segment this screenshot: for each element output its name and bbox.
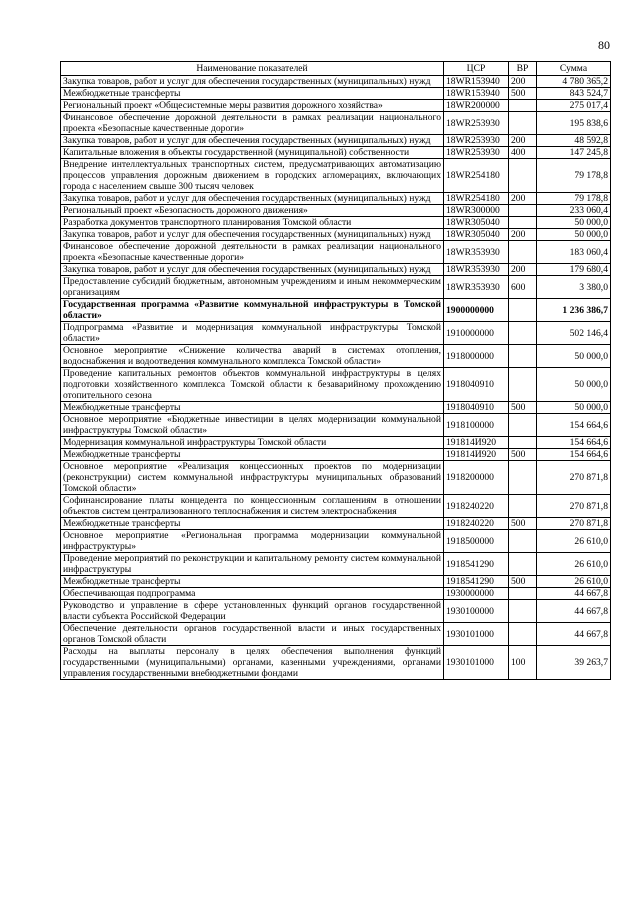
- cell-csr: 18WR153940: [444, 88, 509, 100]
- cell-sum: 26 610,0: [537, 530, 611, 553]
- cell-sum: 270 871,8: [537, 461, 611, 495]
- cell-name: Закупка товаров, работ и услуг для обеспечения государственных (муниципальных) нужд: [61, 193, 444, 205]
- cell-sum: 26 610,0: [537, 576, 611, 588]
- page-number: 80: [598, 38, 610, 52]
- table-row: [61, 76, 611, 88]
- cell-sum: 502 146,4: [537, 322, 611, 345]
- cell-name: Основное мероприятие «Реализация концессионных проектов по модернизации (реконструкции) систем коммунальной инфраструктуры муниципальных образований Томской области»: [61, 461, 444, 495]
- cell-csr: 18WR300000: [444, 205, 509, 217]
- table-row: [61, 112, 611, 135]
- cell-name: Капитальные вложения в объекты государственной (муниципальной) собственности: [61, 147, 444, 159]
- cell-csr: 18WR353930: [444, 241, 509, 264]
- table-row: [61, 217, 611, 229]
- cell-name: Руководство и управление в сфере установленных функций органов государственной власти субъекта Российской Федерации: [61, 600, 444, 623]
- cell-csr: 18WR253930: [444, 135, 509, 147]
- cell-name: Закупка товаров, работ и услуг для обеспечения государственных (муниципальных) нужд: [61, 264, 444, 276]
- cell-vr: [509, 588, 537, 600]
- cell-sum: 270 871,8: [537, 495, 611, 518]
- cell-name: Закупка товаров, работ и услуг для обеспечения государственных (муниципальных) нужд: [61, 229, 444, 241]
- cell-sum: 44 667,8: [537, 588, 611, 600]
- cell-sum: 44 667,8: [537, 623, 611, 646]
- cell-name: Основное мероприятие «Снижение количества аварий в системах отопления, водоснабжения и водоотведения коммунального комплекса Томской области»: [61, 345, 444, 368]
- table-row: [61, 159, 611, 193]
- table-row: [61, 623, 611, 646]
- cell-vr: [509, 495, 537, 518]
- cell-name: Разработка документов транспортного планирования Томской области: [61, 217, 444, 229]
- cell-name: Финансовое обеспечение дорожной деятельности в рамках реализации национального проекта «Безопасные качественные дороги»: [61, 112, 444, 135]
- cell-vr: 200: [509, 193, 537, 205]
- cell-name: Закупка товаров, работ и услуг для обеспечения государственных (муниципальных) нужд: [61, 76, 444, 88]
- cell-csr: 1918240220: [444, 495, 509, 518]
- cell-sum: 4 780 365,2: [537, 76, 611, 88]
- cell-name: Межбюджетные трансферты: [61, 88, 444, 100]
- table-row: [61, 461, 611, 495]
- table-row: [61, 368, 611, 402]
- cell-name: Государственная программа «Развитие коммунальной инфраструктуры в Томской области»: [61, 299, 444, 322]
- cell-sum: 50 000,0: [537, 217, 611, 229]
- cell-name: Модернизация коммунальной инфраструктуры Томской области: [61, 437, 444, 449]
- cell-vr: [509, 623, 537, 646]
- cell-csr: 1918100000: [444, 414, 509, 437]
- cell-csr: 1918000000: [444, 345, 509, 368]
- cell-vr: [509, 112, 537, 135]
- cell-csr: 18WR253930: [444, 147, 509, 159]
- cell-csr: 18WR253930: [444, 112, 509, 135]
- cell-csr: 191814И920: [444, 449, 509, 461]
- table-row: [61, 345, 611, 368]
- cell-name: Софинансирование платы концедента по концессионным соглашениям в отношении объектов систем централизованного теплоснабжения и систем электроснабжения: [61, 495, 444, 518]
- table-row: [61, 576, 611, 588]
- cell-csr: 1900000000: [444, 299, 509, 322]
- table-row: [61, 193, 611, 205]
- cell-sum: 843 524,7: [537, 88, 611, 100]
- cell-vr: [509, 217, 537, 229]
- cell-name: Межбюджетные трансферты: [61, 518, 444, 530]
- cell-csr: 1918541290: [444, 576, 509, 588]
- cell-sum: 147 245,8: [537, 147, 611, 159]
- header-name: Наименование показателей: [61, 62, 444, 76]
- cell-vr: [509, 553, 537, 576]
- table-row: [61, 135, 611, 147]
- cell-sum: 79 178,8: [537, 159, 611, 193]
- cell-sum: 39 263,7: [537, 646, 611, 680]
- cell-vr: 200: [509, 76, 537, 88]
- cell-vr: [509, 241, 537, 264]
- cell-sum: 233 060,4: [537, 205, 611, 217]
- header-vr: ВР: [509, 62, 537, 76]
- table-row: [61, 553, 611, 576]
- cell-name: Проведение мероприятий по реконструкции и капитальному ремонту систем коммунальной инфраструктуры: [61, 553, 444, 576]
- cell-csr: 18WR200000: [444, 100, 509, 112]
- cell-sum: 26 610,0: [537, 553, 611, 576]
- cell-sum: 50 000,0: [537, 402, 611, 414]
- cell-sum: 48 592,8: [537, 135, 611, 147]
- cell-csr: 1918541290: [444, 553, 509, 576]
- cell-csr: 18WR305040: [444, 229, 509, 241]
- cell-name: Основное мероприятие «Бюджетные инвестиции в целях модернизации коммунальной инфраструктуры Томской области»: [61, 414, 444, 437]
- cell-sum: 195 838,6: [537, 112, 611, 135]
- cell-vr: 500: [509, 576, 537, 588]
- table-row: [61, 299, 611, 322]
- cell-vr: [509, 100, 537, 112]
- cell-sum: 50 000,0: [537, 345, 611, 368]
- table-row: [61, 449, 611, 461]
- cell-name: Финансовое обеспечение дорожной деятельности в рамках реализации национального проекта «Безопасные качественные дороги»: [61, 241, 444, 264]
- cell-csr: 18WR305040: [444, 217, 509, 229]
- table-row: [61, 264, 611, 276]
- cell-name: Расходы на выплаты персоналу в целях обеспечения выполнения функций государственными (муниципальными) органами, казенными учреждениями, органами управления государственными внебюджетными фондами: [61, 646, 444, 680]
- cell-sum: 79 178,8: [537, 193, 611, 205]
- table-row: [61, 276, 611, 299]
- table-row: [61, 100, 611, 112]
- cell-csr: 1918500000: [444, 530, 509, 553]
- table-row: [61, 402, 611, 414]
- cell-vr: 100: [509, 646, 537, 680]
- cell-csr: 1918200000: [444, 461, 509, 495]
- cell-csr: 18WR153940: [444, 76, 509, 88]
- cell-vr: [509, 437, 537, 449]
- table-row: [61, 147, 611, 159]
- table-row: [61, 88, 611, 100]
- cell-name: Проведение капитальных ремонтов объектов коммунальной инфраструктуры в целях подготовки хозяйственного комплекса Томской области к безаварийному прохождению отопительного сезона: [61, 368, 444, 402]
- table-row: [61, 229, 611, 241]
- cell-vr: 200: [509, 135, 537, 147]
- cell-name: Внедрение интеллектуальных транспортных систем, предусматривающих автоматизацию процессов управления дорожным движением в городских агломерациях, включающих города с населением свыше 300 тысяч человек: [61, 159, 444, 193]
- cell-csr: 191814И920: [444, 437, 509, 449]
- table-row: [61, 322, 611, 345]
- cell-vr: 500: [509, 449, 537, 461]
- cell-name: Межбюджетные трансферты: [61, 576, 444, 588]
- cell-vr: [509, 368, 537, 402]
- cell-name: Подпрограмма «Развитие и модернизация коммунальной инфраструктуры Томской области»: [61, 322, 444, 345]
- table-row: [61, 518, 611, 530]
- cell-vr: 200: [509, 229, 537, 241]
- header-sum: Сумма: [537, 62, 611, 76]
- cell-vr: [509, 345, 537, 368]
- cell-vr: 400: [509, 147, 537, 159]
- cell-vr: [509, 159, 537, 193]
- cell-csr: 1918240220: [444, 518, 509, 530]
- cell-sum: 50 000,0: [537, 229, 611, 241]
- table-row: [61, 530, 611, 553]
- cell-csr: 1918040910: [444, 368, 509, 402]
- cell-vr: 500: [509, 88, 537, 100]
- cell-sum: 44 667,8: [537, 600, 611, 623]
- cell-name: Региональный проект «Безопасность дорожного движения»: [61, 205, 444, 217]
- budget-table: [60, 61, 611, 680]
- cell-sum: 154 664,6: [537, 437, 611, 449]
- cell-vr: [509, 461, 537, 495]
- cell-csr: 1930100000: [444, 600, 509, 623]
- cell-vr: [509, 299, 537, 322]
- cell-name: Основное мероприятие «Региональная программа модернизации коммунальной инфраструктуры»: [61, 530, 444, 553]
- cell-name: Обеспечение деятельности органов государственной власти и иных государственных органов Томской области: [61, 623, 444, 646]
- cell-sum: 1 236 386,7: [537, 299, 611, 322]
- cell-sum: 270 871,8: [537, 518, 611, 530]
- cell-csr: 18WR353930: [444, 264, 509, 276]
- cell-name: Закупка товаров, работ и услуг для обеспечения государственных (муниципальных) нужд: [61, 135, 444, 147]
- cell-vr: [509, 205, 537, 217]
- table-row: [61, 437, 611, 449]
- cell-csr: 18WR254180: [444, 159, 509, 193]
- table-row: [61, 414, 611, 437]
- cell-csr: 18WR254180: [444, 193, 509, 205]
- table-row: [61, 646, 611, 680]
- cell-sum: 154 664,6: [537, 449, 611, 461]
- cell-vr: 500: [509, 402, 537, 414]
- cell-csr: 18WR353930: [444, 276, 509, 299]
- table-row: [61, 600, 611, 623]
- cell-vr: [509, 600, 537, 623]
- cell-name: Межбюджетные трансферты: [61, 449, 444, 461]
- cell-csr: 1930101000: [444, 646, 509, 680]
- table-row: [61, 588, 611, 600]
- table-row: [61, 205, 611, 217]
- cell-name: Региональный проект «Общесистемные меры развития дорожного хозяйства»: [61, 100, 444, 112]
- cell-sum: 3 380,0: [537, 276, 611, 299]
- cell-name: Межбюджетные трансферты: [61, 402, 444, 414]
- table-row: [61, 495, 611, 518]
- cell-vr: 600: [509, 276, 537, 299]
- table-row: [61, 241, 611, 264]
- cell-sum: 275 017,4: [537, 100, 611, 112]
- cell-vr: 200: [509, 264, 537, 276]
- cell-csr: 1910000000: [444, 322, 509, 345]
- cell-sum: 50 000,0: [537, 368, 611, 402]
- cell-csr: 1930000000: [444, 588, 509, 600]
- cell-vr: 500: [509, 518, 537, 530]
- cell-vr: [509, 530, 537, 553]
- header-csr: ЦСР: [444, 62, 509, 76]
- cell-vr: [509, 322, 537, 345]
- table-body: [61, 76, 611, 680]
- cell-sum: 179 680,4: [537, 264, 611, 276]
- table-header-row: [61, 62, 611, 76]
- cell-sum: 154 664,6: [537, 414, 611, 437]
- cell-sum: 183 060,4: [537, 241, 611, 264]
- cell-name: Предоставление субсидий бюджетным, автономным учреждениям и иным некоммерческим организациям: [61, 276, 444, 299]
- cell-name: Обеспечивающая подпрограмма: [61, 588, 444, 600]
- cell-csr: 1918040910: [444, 402, 509, 414]
- cell-vr: [509, 414, 537, 437]
- cell-csr: 1930101000: [444, 623, 509, 646]
